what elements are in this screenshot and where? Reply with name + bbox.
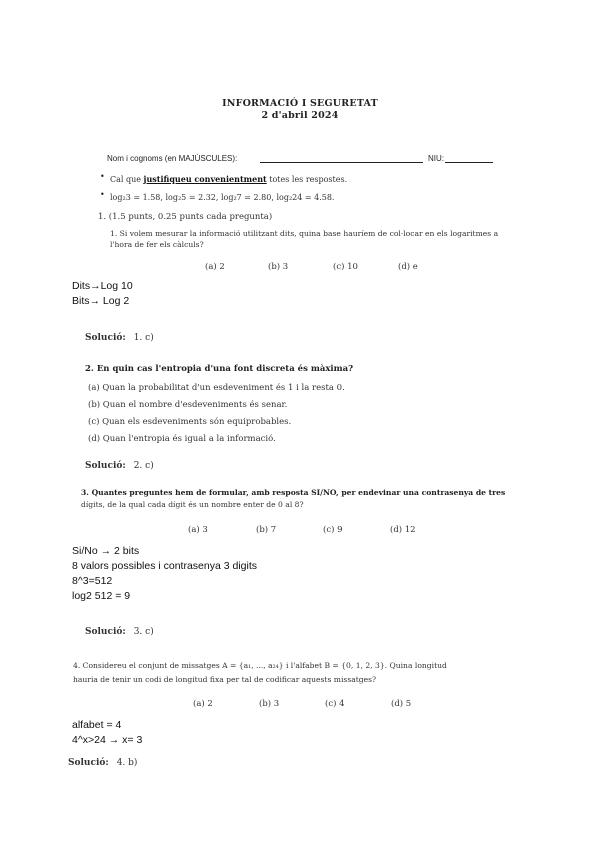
q3-option-b: (b) 7 bbox=[256, 525, 277, 535]
q3-note-1: Si/No → 2 bits bbox=[72, 545, 140, 557]
q3-note-4: log2 512 = 9 bbox=[72, 590, 131, 602]
solution-label: Solució: bbox=[85, 461, 126, 471]
q4-text-line1: 4. Considereu el conjunt de missatges A = {a₁, ..., a₂₄} i l'alfabet B = {0, 1, 2, 3}. Quina longitud bbox=[73, 661, 447, 670]
q1-note-2: Bits→ Log 2 bbox=[72, 295, 130, 307]
q2-solution bbox=[85, 461, 154, 471]
instruction-suffix: totes les respostes. bbox=[269, 175, 348, 184]
solution-label: Solució: bbox=[85, 333, 126, 343]
q2-option-c: (c) Quan els esdeveniments són equiprobables. bbox=[88, 417, 292, 427]
q4-option-a: (a) 2 bbox=[193, 699, 213, 709]
q4-note-1: alfabet = 4 bbox=[72, 719, 122, 731]
q3-text-line2: dígits, de la qual cada dígit és un nombre enter de 0 al 8? bbox=[81, 500, 304, 509]
q1-text-line1: 1. Si volem mesurar la informació utilitzant dits, quina base hauríem de col·locar en els logaritmes a bbox=[110, 229, 499, 238]
q1-option-d: (d) e bbox=[398, 262, 418, 272]
exam-date: 2 d'abril 2024 bbox=[261, 110, 339, 121]
solution-value: 4. b) bbox=[116, 758, 138, 768]
name-label: Nom i cognoms (en MAJÚSCULES): bbox=[107, 154, 238, 163]
q3-text-line1: 3. Quantes preguntes hem de formular, amb resposta SI/NO, per endevinar una contrasenya de tres bbox=[81, 488, 506, 497]
q2-option-d: (d) Quan l'entropia és igual a la informació. bbox=[88, 434, 276, 444]
q4-text-line2: hauria de tenir un codi de longitud fixa per tal de codificar aquests missatges? bbox=[73, 675, 377, 684]
bullet-icon: • bbox=[100, 172, 105, 181]
q1-solution bbox=[85, 333, 154, 343]
solution-label: Solució: bbox=[85, 627, 126, 637]
page-title: INFORMACIÓ I SEGURETAT bbox=[222, 98, 378, 109]
q3-option-c: (c) 9 bbox=[323, 525, 343, 535]
q1-note-1: Dits→Log 10 bbox=[72, 280, 133, 292]
solution-value: 1. c) bbox=[133, 333, 154, 343]
q1-option-c: (c) 10 bbox=[333, 262, 358, 272]
solution-value: 3. c) bbox=[133, 627, 154, 637]
niu-field[interactable] bbox=[445, 162, 493, 163]
q2-option-b: (b) Quan el nombre d'esdeveniments és senar. bbox=[88, 400, 288, 410]
q4-option-c: (c) 4 bbox=[325, 699, 345, 709]
q4-option-d: (d) 5 bbox=[391, 699, 412, 709]
q1-option-a: (a) 2 bbox=[205, 262, 225, 272]
q2-text: 2. En quin cas l'entropia d'una font discreta és màxima? bbox=[85, 364, 354, 374]
instruction-emphasis: justifiqueu convenientment bbox=[143, 174, 267, 184]
q2-option-a: (a) Quan la probabilitat d'un esdeveniment és 1 i la resta 0. bbox=[88, 383, 345, 393]
q1-option-b: (b) 3 bbox=[268, 262, 289, 272]
q3-note-3: 8^3=512 bbox=[72, 575, 113, 587]
q3-option-a: (a) 3 bbox=[188, 525, 208, 535]
solution-value: 2. c) bbox=[133, 461, 154, 471]
instruction-justify bbox=[110, 174, 347, 184]
q1-text-line2: l'hora de fer els càlculs? bbox=[110, 240, 204, 249]
q3-solution bbox=[85, 627, 154, 637]
q4-note-2: 4^x>24 → x= 3 bbox=[72, 734, 143, 746]
q3-note-2: 8 valors possibles i contrasenya 3 digits bbox=[72, 560, 258, 572]
instruction-prefix: Cal que bbox=[110, 175, 141, 184]
q4-option-b: (b) 3 bbox=[259, 699, 280, 709]
bullet-icon: • bbox=[100, 190, 105, 199]
q3-option-d: (d) 12 bbox=[390, 525, 416, 535]
log-values: log₂3 = 1.58, log₂5 = 2.32, log₂7 = 2.80, log₂24 = 4.58. bbox=[110, 193, 335, 202]
q4-solution bbox=[68, 758, 137, 768]
niu-label: NIU: bbox=[428, 154, 444, 163]
q1-heading: 1. (1.5 punts, 0.25 punts cada pregunta) bbox=[98, 212, 273, 222]
name-field[interactable] bbox=[260, 162, 423, 163]
solution-label: Solució: bbox=[68, 758, 109, 768]
